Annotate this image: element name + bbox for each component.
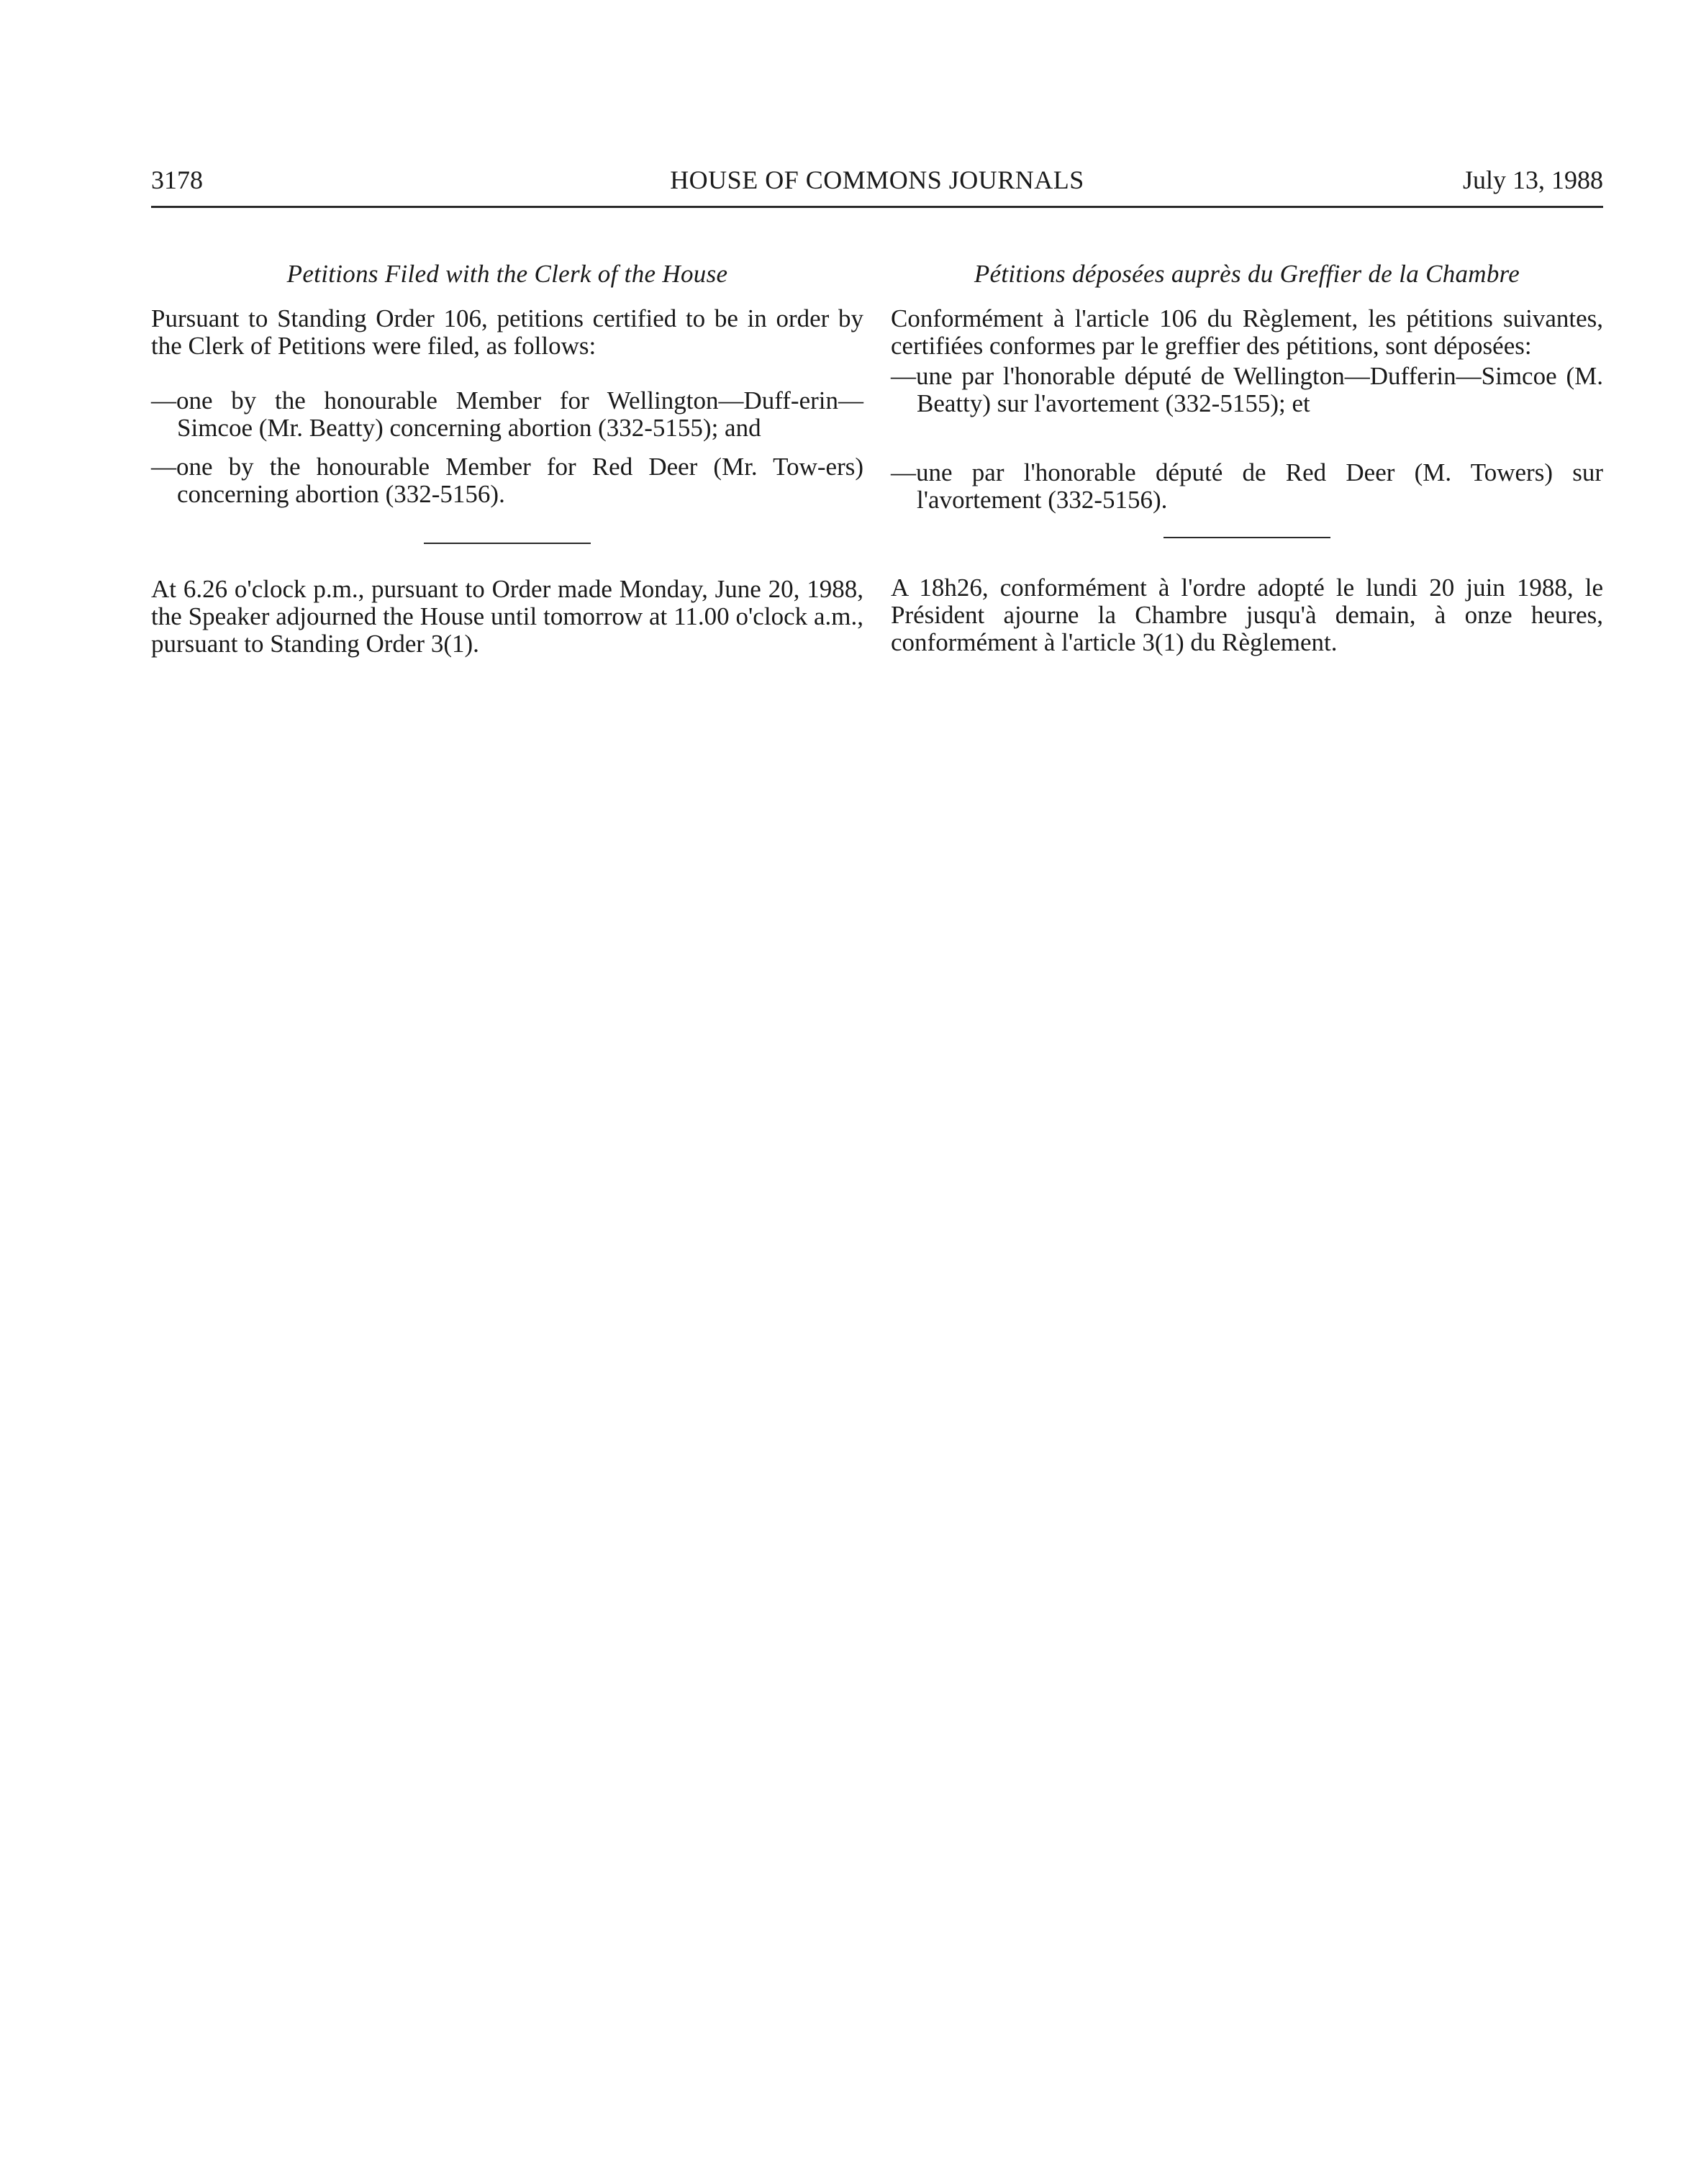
separator-rule [424,543,591,544]
english-column [151,260,863,658]
french-column [891,260,1603,656]
list-item: —one by the honourable Member for Wellington—Duff-erin—Simcoe (Mr. Beatty) concerning abortion (332-5155); and [151,386,863,442]
separator-rule [1164,537,1330,538]
journal-title: HOUSE OF COMMONS JOURNALS [670,166,1084,194]
list-item: —une par l'honorable député de Wellington—Dufferin—Simcoe (M. Beatty) sur l'avortement (332-5155); et [891,362,1603,417]
list-item: —one by the honourable Member for Red Deer (Mr. Tow-ers) concerning abortion (332-5156). [151,453,863,508]
petition-list-english [151,387,863,508]
list-item: —une par l'honorable député de Red Deer (M. Towers) sur l'avortement (332-5156). [891,458,1603,514]
adjournment-paragraph-english: At 6.26 o'clock p.m., pursuant to Order made Monday, June 20, 1988, the Speaker adjourned the House until tomorrow at 11.00 o'clock a.m., pursuant to Standing Order 3(1). [151,575,863,658]
section-heading-french: Pétitions déposées auprès du Greffier de la Chambre [974,260,1520,288]
intro-paragraph-english: Pursuant to Standing Order 106, petitions certified to be in order by the Clerk of Petitions were filed, as follows: [151,304,863,360]
page-date: July 13, 1988 [1462,166,1603,194]
intro-paragraph-french: Conformément à l'article 106 du Règlement, les pétitions suivantes, certifiées conformes par le greffier des pétitions, sont déposées: [891,304,1603,360]
page-header [151,164,1603,208]
adjournment-paragraph-french: A 18h26, conformément à l'ordre adopté le lundi 20 juin 1988, le Président ajourne la Chambre jusqu'à demain, à onze heures, conformément à l'article 3(1) du Règlement. [891,574,1603,656]
section-heading-english: Petitions Filed with the Clerk of the House [286,260,728,288]
petition-list-french [891,363,1603,514]
page-number: 3178 [151,166,203,194]
